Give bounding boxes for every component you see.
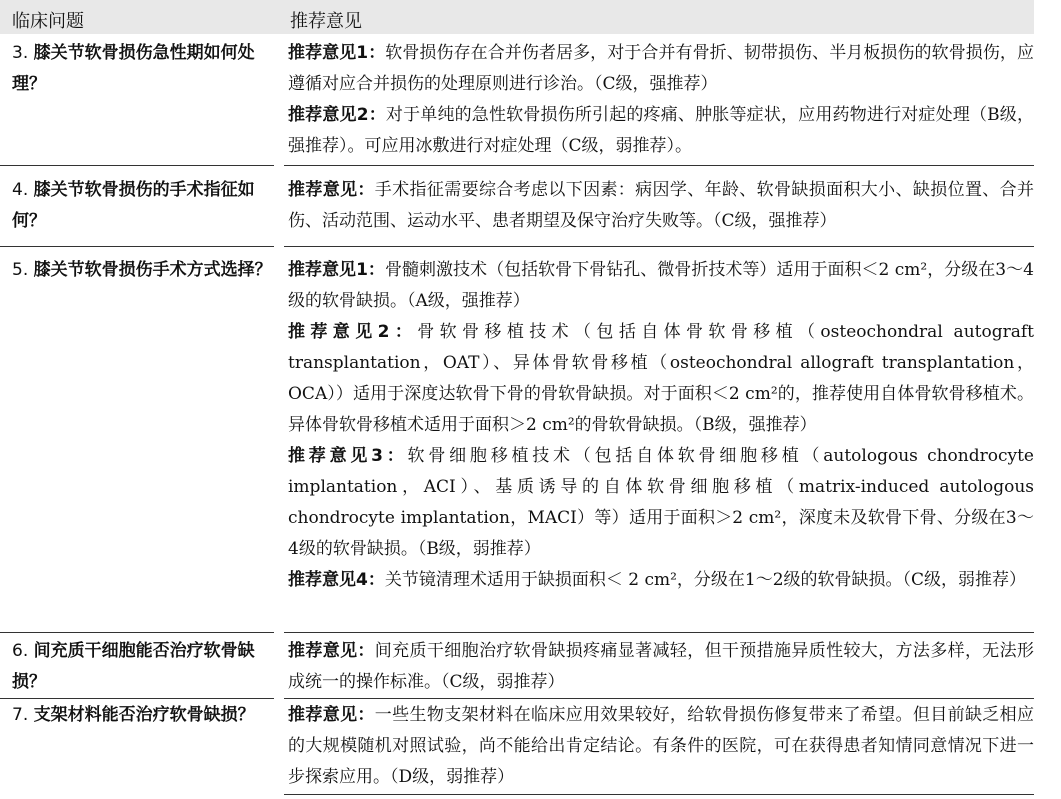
question-number: 7. (12, 705, 34, 725)
row-divider (284, 698, 1034, 699)
recommendation-item (288, 175, 1034, 237)
row-divider (0, 632, 274, 633)
row-divider (284, 165, 1034, 166)
header-question: 临床问题 (12, 11, 84, 32)
recommendation-item (288, 255, 1034, 317)
question-cell (12, 175, 274, 237)
row-divider (284, 246, 1034, 247)
question-number: 3. (12, 43, 34, 63)
recommendation-item (288, 441, 1034, 565)
recommendation-item (288, 636, 1034, 698)
recommendation-cell (288, 38, 1034, 162)
recommendation-label: 推荐意见1： (288, 43, 386, 63)
recommendation-text: 对于单纯的急性软骨损伤所引起的疼痛、肿胀等症状，应用药物进行对症处理（B级，强推荐）。可应用冰敷进行对症处理（C级，弱推荐）。 (288, 105, 1034, 156)
question-text: 膝关节软骨损伤急性期如何处理？ (12, 43, 255, 94)
question-text: 支架材料能否治疗软骨缺损？ (33, 705, 255, 725)
recommendation-label: 推荐意见4： (288, 570, 385, 590)
recommendation-text: 手术指征需要综合考虑以下因素：病因学、年龄、软骨缺损面积大小、缺损位置、合并伤、活动范围、运动水平、患者期望及保守治疗失败等。（C级，强推荐） (288, 180, 1035, 231)
recommendation-cell (288, 636, 1034, 698)
recommendation-item (288, 317, 1034, 441)
recommendation-text: 骨髓刺激技术（包括软骨下骨钻孔、微骨折技术等）适用于面积＜2 cm²，分级在3～4级的软骨缺损。（A级，强推荐） (288, 260, 1034, 311)
table-header (0, 0, 1034, 34)
recommendation-label: 推荐意见： (288, 641, 375, 661)
question-cell (12, 255, 274, 286)
question-number: 4. (12, 180, 34, 200)
question-cell (12, 636, 274, 698)
recommendation-label: 推荐意见： (288, 705, 375, 725)
question-number: 6. (12, 641, 34, 661)
recommendation-label: 推荐意见2： (288, 105, 386, 125)
recommendation-text: 间充质干细胞治疗软骨缺损疼痛显著减轻，但干预措施异质性较大，方法多样，无法形成统一的操作标准。（C级，弱推荐） (288, 641, 1035, 692)
row-divider (0, 698, 274, 699)
table-bottom-rule (284, 794, 1034, 795)
question-text: 膝关节软骨损伤手术方式选择？ (33, 260, 272, 280)
recommendation-label: 推荐意见2： (288, 322, 418, 342)
recommendation-cell (288, 175, 1034, 237)
recommendation-text: 一些生物支架材料在临床应用效果较好，给软骨损伤修复带来了希望。但目前缺乏相应的大规模随机对照试验，尚不能给出肯定结论。有条件的医院，可在获得患者知情同意情况下进一步探索应用。（D级，弱推荐） (288, 705, 1035, 787)
question-text: 膝关节软骨损伤的手术指征如何？ (12, 180, 255, 231)
header-recommendation: 推荐意见 (290, 11, 362, 32)
recommendation-item (288, 100, 1034, 162)
question-cell (12, 38, 274, 100)
question-cell (12, 700, 274, 731)
question-number: 5. (12, 260, 34, 280)
question-text: 间充质干细胞能否治疗软骨缺损？ (12, 641, 255, 692)
row-divider (0, 165, 274, 166)
recommendation-cell (288, 255, 1034, 596)
row-divider (284, 632, 1034, 633)
recommendation-item (288, 700, 1034, 793)
recommendation-label: 推荐意见1： (288, 260, 385, 280)
recommendation-item (288, 565, 1034, 596)
row-divider (0, 246, 274, 247)
recommendation-item (288, 38, 1034, 100)
recommendation-text: 骨软骨移植技术（包括自体骨软骨移植（osteochondral autograft transplantation，OAT）、异体骨软骨移植（osteochondral allograft transplantation，OCA））适用于深度达软骨下骨的骨软骨缺损。对于面积＜2 cm²的，推荐使用自体骨软骨移植术。异体骨软骨移植术适用于面积＞2 cm²的骨软骨缺损。（B级，强推荐） (288, 322, 1034, 435)
recommendation-label: 推荐意见： (288, 180, 375, 200)
recommendation-text: 软骨细胞移植技术（包括自体软骨细胞移植（autologous chondrocyte implantation，ACI）、基质诱导的自体软骨细胞移植（matrix-induced autologous chondrocyte implantation，MACI）等）适用于面积＞2 cm²，深度未及软骨下骨、分级在3～4级的软骨缺损。（B级，弱推荐） (288, 446, 1034, 559)
recommendation-label: 推荐意见3： (288, 446, 408, 466)
recommendation-cell (288, 700, 1034, 793)
recommendation-text: 软骨损伤存在合并伤者居多，对于合并有骨折、韧带损伤、半月板损伤的软骨损伤，应遵循对应合并损伤的处理原则进行诊治。（C级，强推荐） (288, 43, 1034, 94)
recommendation-text: 关节镜清理术适用于缺损面积＜ 2 cm²，分级在1～2级的软骨缺损。（C级，弱推荐） (384, 570, 1027, 590)
